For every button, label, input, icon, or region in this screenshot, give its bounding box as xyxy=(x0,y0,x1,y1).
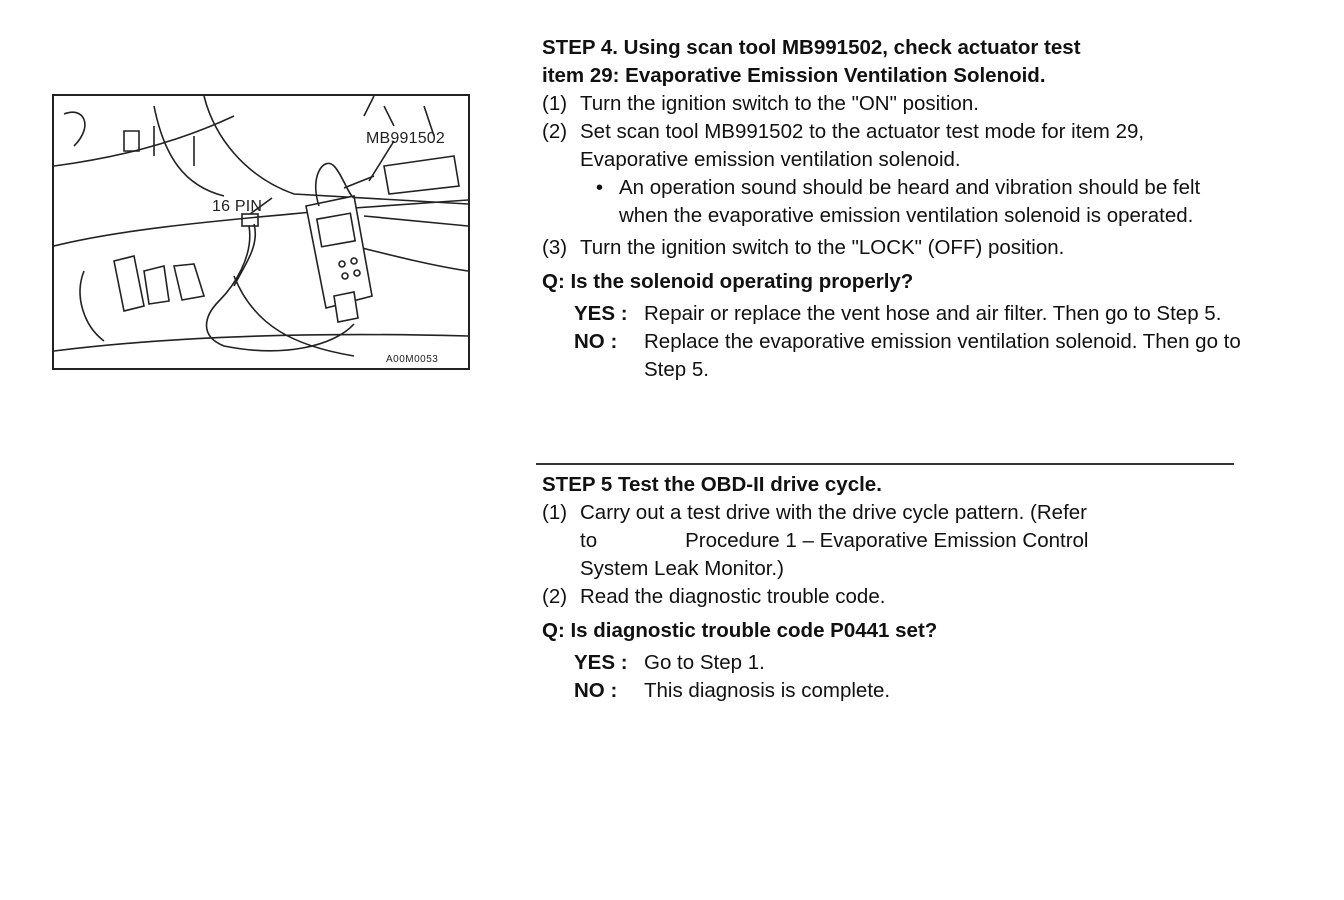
item-text: Set scan tool MB991502 to the actuator test mode for item 29, Evaporative emission ventilation solenoid. xyxy=(580,120,1145,171)
item-text: Turn the ignition switch to the "LOCK" (OFF) position. xyxy=(580,236,1065,259)
step5-answer-no xyxy=(574,677,1242,705)
yes-key: YES : xyxy=(574,302,628,325)
item-number: (2) xyxy=(542,120,568,143)
step4-title-line1: STEP 4. Using scan tool MB991502, check actuator test xyxy=(542,36,1081,59)
step4-answer-no xyxy=(574,328,1242,384)
no-text: This diagnosis is complete. xyxy=(644,679,891,702)
item-text xyxy=(580,499,1242,583)
step4-title-line2: item 29: Evaporative Emission Ventilation Solenoid. xyxy=(542,64,1046,87)
tool-label: MB991502 xyxy=(366,130,445,147)
section-divider xyxy=(536,463,1234,465)
yes-text: Go to Step 1. xyxy=(644,651,765,674)
pin-label: 16 PIN xyxy=(212,198,263,215)
item-number: (1) xyxy=(542,92,568,115)
yes-key: YES : xyxy=(574,651,628,674)
step4-bullet xyxy=(580,174,1242,230)
step4-item-2 xyxy=(542,118,1242,174)
yes-text: Repair or replace the vent hose and air filter. Then go to Step 5. xyxy=(644,302,1222,325)
item-text: Turn the ignition switch to the "ON" position. xyxy=(580,92,979,115)
step4-item-3 xyxy=(542,234,1242,262)
step5-item-2 xyxy=(542,583,1242,611)
no-key: NO : xyxy=(574,330,618,353)
step5-question: Q: Is diagnostic trouble code P0441 set? xyxy=(542,619,938,642)
step4-question: Q: Is the solenoid operating properly? xyxy=(542,270,914,293)
item-text-line1: Carry out a test drive with the drive cycle pattern. (Refer xyxy=(580,501,1088,524)
item-number: (1) xyxy=(542,501,568,524)
item-text-procedure: Procedure 1 – Evaporative Emission Control xyxy=(685,529,1089,552)
bullet-text: An operation sound should be heard and vibration should be felt when the evaporative emission ventilation solenoid is operated. xyxy=(619,176,1201,227)
step5-answer-yes xyxy=(574,649,1242,677)
bullet-dot-icon: • xyxy=(595,176,604,199)
scan-tool-illustration xyxy=(52,94,470,370)
step4-section xyxy=(542,34,1242,384)
step5-section xyxy=(542,471,1242,705)
step4-answer-yes xyxy=(574,300,1242,328)
no-key: NO : xyxy=(574,679,618,702)
item-text-line3: System Leak Monitor.) xyxy=(580,557,784,580)
no-text: Replace the evaporative emission ventilation solenoid. Then go to Step 5. xyxy=(644,330,1241,381)
step5-item-1 xyxy=(542,499,1242,583)
item-text-refer-to: to xyxy=(580,529,598,552)
item-text: Read the diagnostic trouble code. xyxy=(580,585,886,608)
step4-item-1 xyxy=(542,90,1242,118)
step5-title: STEP 5 Test the OBD-II drive cycle. xyxy=(542,473,882,496)
figure-code: A00M0053 xyxy=(386,354,439,365)
item-number: (2) xyxy=(542,585,568,608)
item-number: (3) xyxy=(542,236,568,259)
